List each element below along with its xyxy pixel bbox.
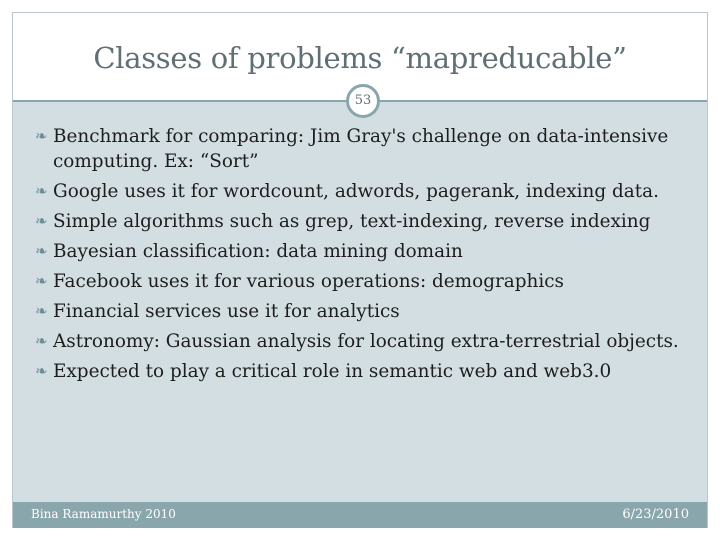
bullet-text: Astronomy: Gaussian analysis for locating extra-terrestrial objects. bbox=[53, 331, 679, 352]
bullet-item bbox=[35, 329, 685, 354]
content-panel bbox=[13, 102, 707, 502]
feather-icon: ❧ bbox=[35, 272, 48, 290]
bullet-text: Bayesian classification: data mining domain bbox=[53, 241, 463, 262]
feather-icon: ❧ bbox=[35, 362, 48, 380]
feather-icon: ❧ bbox=[35, 212, 48, 230]
feather-icon: ❧ bbox=[35, 182, 48, 200]
bullet-text: Simple algorithms such as grep, text-indexing, reverse indexing bbox=[53, 211, 651, 232]
slide-title: Classes of problems “mapreducable” bbox=[93, 41, 627, 75]
footer-date: 6/23/2010 bbox=[622, 507, 689, 522]
bullet-item bbox=[35, 179, 685, 204]
feather-icon: ❧ bbox=[35, 127, 48, 145]
footer-author: Bina Ramamurthy 2010 bbox=[31, 507, 176, 521]
bullet-item bbox=[35, 209, 685, 234]
bullet-text: Financial services use it for analytics bbox=[53, 301, 400, 322]
footer-bar bbox=[13, 502, 707, 528]
bullet-item bbox=[35, 269, 685, 294]
bullet-item bbox=[35, 124, 685, 174]
feather-icon: ❧ bbox=[35, 332, 48, 350]
bullet-text: Benchmark for comparing: Jim Gray's challenge on data-intensive computing. Ex: “Sort” bbox=[53, 126, 669, 172]
bullet-text: Facebook uses it for various operations: demographics bbox=[53, 271, 564, 292]
bullet-item bbox=[35, 299, 685, 324]
bullet-item bbox=[35, 359, 685, 384]
bullet-text: Expected to play a critical role in semantic web and web3.0 bbox=[53, 361, 612, 382]
bullet-list bbox=[35, 124, 685, 389]
bullet-text: Google uses it for wordcount, adwords, pagerank, indexing data. bbox=[53, 181, 659, 202]
feather-icon: ❧ bbox=[35, 302, 48, 320]
slide-number-badge: 53 bbox=[346, 84, 380, 118]
feather-icon: ❧ bbox=[35, 242, 48, 260]
bullet-item bbox=[35, 239, 685, 264]
